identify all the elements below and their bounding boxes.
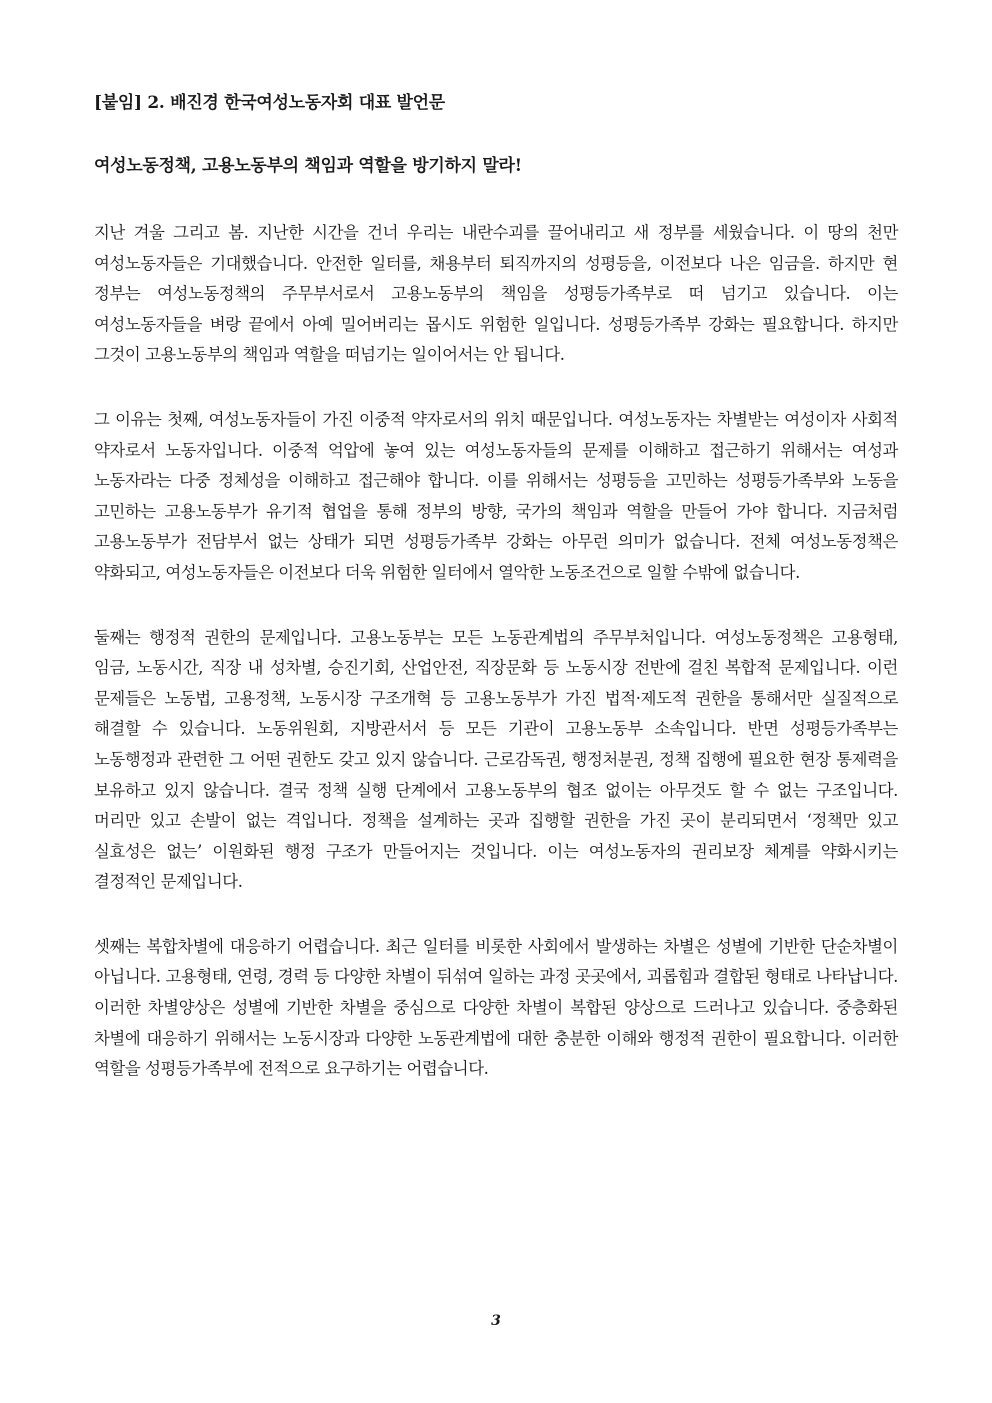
paragraph-intro: 지난 겨울 그리고 봄. 지난한 시간을 건너 우리는 내란수괴를 끌어내리고 새 정부를 세웠습니다. 이 땅의 천만 여성노동자들은 기대했습니다. 안전한 일터를, 채용부터 퇴직까지의 성평등을, 이전보다 나은 임금을. 하지만 현 정부는 여성노동정책의 주무부서로서 고용노동부의 책임을 성평등가족부로 떠 넘기고 있습니다. 이는 여성노동자들을 벼랑 끝에서 아예 밀어버리는 몹시도 위험한 일입니다. 성평등가족부 강화는 필요합니다. 하지만 그것이 고용노동부의 책임과 역할을 떠넘기는 일이어서는 안 됩니다. — [94, 223, 898, 365]
page-number: 3 — [491, 1313, 501, 1329]
attachment-heading: [붙임] 2. 배진경 한국여성노동자회 대표 발언문 — [94, 93, 445, 113]
paragraph-first-reason: 그 이유는 첫째, 여성노동자들이 가진 이중적 약자로서의 위치 때문입니다. 여성노동자는 차별받는 여성이자 사회적 약자로서 노동자입니다. 이중적 억압에 놓여 있는 여성노동자들의 문제를 이해하고 접근하기 위해서는 여성과 노동자라는 다중 정체성을 이해하고 접근해야 합니다. 이를 위해서는 성평등을 고민하는 성평등가족부와 노동을 고민하는 고용노동부가 유기적 협업을 통해 정부의 방향, 국가의 책임과 역할을 만들어 가야 합니다. 지금처럼 고용노동부가 전담부서 없는 상태가 되면 성평등가족부 강화는 아무런 의미가 없습니다. 전체 여성노동정책은 약화되고, 여성노동자들은 이전보다 더욱 위험한 일터에서 열악한 노동조건으로 일할 수밖에 없습니다. — [94, 409, 898, 582]
speech-title: 여성노동정책, 고용노동부의 책임과 역할을 방기하지 말라! — [94, 156, 522, 176]
paragraph-third-reason: 셋째는 복합차별에 대응하기 어렵습니다. 최근 일터를 비롯한 사회에서 발생하는 차별은 성별에 기반한 단순차별이 아닙니다. 고용형태, 연령, 경력 등 다양한 차별이 뒤섞여 일하는 과정 곳곳에서, 괴롭힘과 결합된 형태로 나타납니다. 이러한 차별양상은 성별에 기반한 차별을 중심으로 다양한 차별이 복합된 양상으로 드러나고 있습니다. 중층화된 차별에 대응하기 위해서는 노동시장과 다양한 노동관계법에 대한 충분한 이해와 행정적 권한이 필요합니다. 이러한 역할을 성평등가족부에 전적으로 요구하기는 어렵습니다. — [94, 936, 898, 1079]
document-body — [94, 88, 898, 1119]
paragraph-second-reason: 둘째는 행정적 권한의 문제입니다. 고용노동부는 모든 노동관계법의 주무부처입니다. 여성노동정책은 고용형태, 임금, 노동시간, 직장 내 성차별, 승진기회, 산업안전, 직장문화 등 노동시장 전반에 걸친 복합적 문제입니다. 이런 문제들은 노동법, 고용정책, 노동시장 구조개혁 등 고용노동부가 가진 법적·제도적 권한을 통해서만 실질적으로 해결할 수 있습니다. 노동위원회, 지방관서서 등 모든 기관이 고용노동부 소속입니다. 반면 성평등가족부는 노동행정과 관련한 그 어떤 권한도 갖고 있지 않습니다. 근로감독권, 행정처분권, 정책 집행에 필요한 현장 통제력을 보유하고 있지 않습니다. 결국 정책 실행 단계에서 고용노동부의 협조 없이는 아무것도 할 수 없는 구조입니다. 머리만 있고 손발이 없는 격입니다. 정책을 설계하는 곳과 집행할 권한을 가진 곳이 분리되면서 ‘정책만 있고 실효성은 없는’ 이원화된 행정 구조가 만들어지는 것입니다. 이는 여성노동자의 권리보장 체계를 약화시키는 결정적인 문제입니다. — [94, 627, 898, 892]
